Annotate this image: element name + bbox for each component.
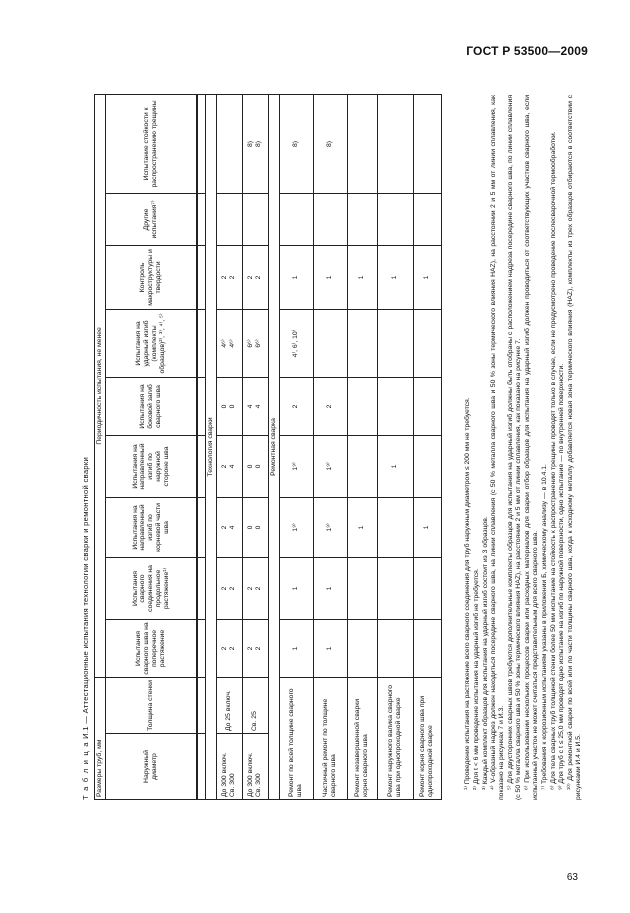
cell-tension <box>377 619 413 677</box>
caption-title: — Аттестационные испытания технологии сварки и ремонтной сварки <box>81 456 90 724</box>
cell-crack <box>216 94 242 193</box>
value: 2 <box>247 275 255 280</box>
cell-root-bend <box>377 497 413 557</box>
cell-long-tension: 1 <box>279 557 313 619</box>
footnote: ²⁾ Для t < 6 мм проведение испытания на ударный изгиб не требуется. <box>472 568 480 790</box>
cell-crack: 8) <box>313 94 347 193</box>
diameter-value: До 300 включ. <box>247 752 255 797</box>
spacer-cell <box>197 94 205 193</box>
cell-root-bend: 1 <box>347 497 377 557</box>
footnotes <box>464 95 584 800</box>
value: 4⁶⁾ <box>229 339 237 348</box>
diameter-value: Св. 300 <box>229 773 237 797</box>
cell-thickness: Св. 25 <box>242 677 268 733</box>
cell-diameter <box>216 734 242 800</box>
section-tech: Технология сварки <box>205 94 216 799</box>
rotated-page-content <box>80 95 583 800</box>
cell-face-bend <box>216 435 242 497</box>
header-frequency: Периодичность испытания, не менее <box>95 94 106 677</box>
cell-macro <box>216 245 242 309</box>
cell-crack <box>347 94 377 193</box>
repair-label: Ремонт по всей толщине сварного шва <box>279 677 313 799</box>
cell-long-tension <box>413 557 441 619</box>
cell-long-tension: 1 <box>313 557 347 619</box>
spacer-cell <box>197 497 205 557</box>
cell-long-tension <box>347 557 377 619</box>
spacer-cell <box>197 677 205 733</box>
value: 4 <box>229 525 237 530</box>
value: 2 <box>229 275 237 280</box>
value: 4 <box>255 404 263 409</box>
table-caption <box>82 457 91 800</box>
cell-root-bend: 1⁹⁾ <box>313 497 347 557</box>
cell-macro: 1 <box>313 245 347 309</box>
spacer-cell <box>197 734 205 800</box>
cell-crack <box>377 94 413 193</box>
cell-face-bend: 1⁹⁾ <box>279 435 313 497</box>
value: 2 <box>255 586 263 591</box>
spacer-cell <box>197 309 205 377</box>
value: 8) <box>247 140 255 147</box>
value: 0 <box>229 404 237 409</box>
cell-thickness: До 25 включ. <box>216 677 242 733</box>
cell-crack <box>242 94 268 193</box>
cell-face-bend: 1⁹⁾ <box>313 435 347 497</box>
col-face-bend: Испытания на направленный изгиб по наружной стороне шва <box>105 435 197 497</box>
value: 0 <box>221 404 229 409</box>
cell-macro: 1 <box>377 245 413 309</box>
cell-root-bend: 1⁹⁾ <box>279 497 313 557</box>
qualification-table <box>94 94 442 800</box>
cell-root-bend <box>242 497 268 557</box>
cell-face-bend <box>413 435 441 497</box>
cell-other <box>242 193 268 245</box>
cell-long-tension <box>216 557 242 619</box>
cell-tension <box>413 619 441 677</box>
cell-diameter <box>242 734 268 800</box>
col-macro: Контроль макроструктуры и твердости <box>105 245 197 309</box>
value: 2 <box>221 525 229 530</box>
caption-number: И.1 <box>81 726 90 739</box>
cell-long-tension <box>377 557 413 619</box>
cell-face-bend: 1 <box>377 435 413 497</box>
col-long-tension: Испытания сварного соединения на продольное растяжение¹⁾ <box>105 557 197 619</box>
cell-macro: 1 <box>347 245 377 309</box>
col-tension: Испытания сварного шва на поперечное растяжение <box>105 619 197 677</box>
repair-label: Ремонт корня сварного шва при однопроходной сварке <box>413 677 441 799</box>
cell-impact <box>216 309 242 377</box>
value: 0 <box>247 525 255 530</box>
col-thickness: Толщина стенки <box>105 677 197 733</box>
footnote: ⁴⁾ V-образный надрез должен находиться посередине сварного шва, на линии сплавления (с 50 % металла сварного шва и 50 % зоны термического влияния HAZ), на расстоянии 2 и 5 мм от линии сплавления, как показано на рисунках 7 и И.3. <box>490 95 506 800</box>
cell-other <box>413 193 441 245</box>
value: 2 <box>221 275 229 280</box>
value: 4 <box>247 404 255 409</box>
cell-other <box>347 193 377 245</box>
value: 0 <box>255 464 263 469</box>
value: 2 <box>221 586 229 591</box>
cell-impact <box>313 309 347 377</box>
value: 2 <box>247 586 255 591</box>
cell-long-tension <box>242 557 268 619</box>
cell-tension: 1 <box>279 619 313 677</box>
standard-code: ГОСТ Р 53500—2009 <box>466 44 588 58</box>
value: 2 <box>229 586 237 591</box>
spacer-cell <box>197 193 205 245</box>
cell-root-bend: 1 <box>413 497 441 557</box>
cell-other <box>377 193 413 245</box>
value: 4⁶⁾ <box>221 339 229 348</box>
col-root-bend: Испытания на направленный изгиб по корневой части шва <box>105 497 197 557</box>
value: 2 <box>247 646 255 651</box>
cell-crack: 8) <box>279 94 313 193</box>
cell-face-bend <box>347 435 377 497</box>
cell-other <box>279 193 313 245</box>
cell-side-bend <box>413 377 441 435</box>
col-crack: Испытание стойкости к распространению трещины <box>105 94 197 193</box>
cell-face-bend <box>242 435 268 497</box>
header-sizes: Размеры труб, мм <box>95 677 106 799</box>
value: 6⁶⁾ <box>247 339 255 348</box>
spacer-cell <box>197 435 205 497</box>
value: 0 <box>247 464 255 469</box>
page-number: 63 <box>566 872 578 883</box>
col-side-bend: Испытания на боковой загиб сварного шва <box>105 377 197 435</box>
cell-impact <box>377 309 413 377</box>
cell-tension <box>216 619 242 677</box>
cell-side-bend: 2 <box>313 377 347 435</box>
cell-impact: 4⁾, 6⁾, 10⁾ <box>279 309 313 377</box>
cell-tension <box>347 619 377 677</box>
value: 0 <box>255 525 263 530</box>
spacer-cell <box>197 619 205 677</box>
footnote: ¹⁰⁾ Для ремонтной сварки по всей или по части толщины сварного шва, когда к исходному металлу добавляется новая зона термического влияния (HAZ), комплекты из трех образцов отбираются в соответствии с рисунками И.4 и И.5. <box>567 95 583 800</box>
cell-side-bend <box>377 377 413 435</box>
value: 8) <box>255 140 263 147</box>
cell-impact <box>242 309 268 377</box>
footnote: ⁷⁾ Требования к коррозионным испытаниям указаны в приложении Б, химическому анализу — в 10.4.1. <box>540 464 548 790</box>
footnote: ⁹⁾ Для труб с t ≤ 25,0 мм проводят одно испытание на изгиб по наружной поверхности, одно испытание — по внутренней поверхности. <box>558 363 566 790</box>
cell-side-bend: 2 <box>279 377 313 435</box>
col-impact: Испытания на ударный изгиб (комплекты образцов)²⁾, ³⁾, ⁴⁾, ⁵⁾ <box>105 309 197 377</box>
footnote: ⁵⁾ Для двусторонних сварных швов требуются дополнительные комплекты образцов для испытания на ударный изгиб должны быть отобраны с расположением надреза посередине сварного шва, по линии сплавления (с 50 % металла сварного шва и 50 % зоны термического влияния HAZ), на расстоянии 2 и 5 мм от линии сплавления, как показано на рисунке 7. <box>507 95 523 800</box>
repair-label: Частичный ремонт по толщине сварного шва <box>313 677 347 799</box>
value: 2 <box>221 646 229 651</box>
value: 2 <box>221 464 229 469</box>
cell-crack <box>413 94 441 193</box>
cell-side-bend <box>216 377 242 435</box>
value: 2 <box>229 646 237 651</box>
diameter-value: Св. 300 <box>255 773 263 797</box>
cell-other <box>216 193 242 245</box>
value: 6⁶⁾ <box>255 339 263 348</box>
cell-impact <box>347 309 377 377</box>
spacer-cell <box>197 245 205 309</box>
repair-label: Ремонт наружного валика сварного шва при однопроходной сварке <box>377 677 413 799</box>
cell-tension <box>242 619 268 677</box>
footnote: ¹⁾ Проведение испытания на растяжение всего сварного соединения для труб наружным диаметром ≤ 200 мм не требуется. <box>464 397 471 790</box>
cell-impact <box>413 309 441 377</box>
cell-macro <box>242 245 268 309</box>
spacer-cell <box>197 557 205 619</box>
cell-tension: 1 <box>313 619 347 677</box>
repair-label: Ремонт незавершенной сварки корня сварного шва <box>347 677 377 799</box>
spacer-cell <box>197 377 205 435</box>
value: 4 <box>229 464 237 469</box>
cell-macro: 1 <box>279 245 313 309</box>
cell-macro: 1 <box>413 245 441 309</box>
cell-other <box>313 193 347 245</box>
cell-root-bend <box>216 497 242 557</box>
col-other: Другие испытания⁷⁾ <box>105 193 197 245</box>
footnote: ⁸⁾ Для тела сварных труб толщиной стенки более 50 мм испытание на стойкость к распространению трещины проводят только в случае, если не предусмотрено проведение послесварочной термообработки. <box>549 131 557 790</box>
footnote: ⁶⁾ При использовании нескольких процессов сварки или расходных материалов для сварки отбор образцов для испытания на ударный изгиб должен проводиться от соответствующих участков сварного шва, если испытанный участок не может считаться представительным для всего сварного шва. <box>524 95 540 800</box>
diameter-value: До 300 включ. <box>221 752 229 797</box>
section-repair: Ремонтная сварка <box>268 94 279 799</box>
value: 2 <box>255 646 263 651</box>
col-diameter: Наружный диаметр <box>105 734 197 800</box>
value: 2 <box>255 275 263 280</box>
cell-side-bend <box>242 377 268 435</box>
caption-label: Т а б л и ц а <box>81 741 90 800</box>
footnote: ³⁾ Каждый комплект образцов для испытания на ударный изгиб состоит из 3 образцов. <box>481 516 489 790</box>
cell-side-bend <box>347 377 377 435</box>
